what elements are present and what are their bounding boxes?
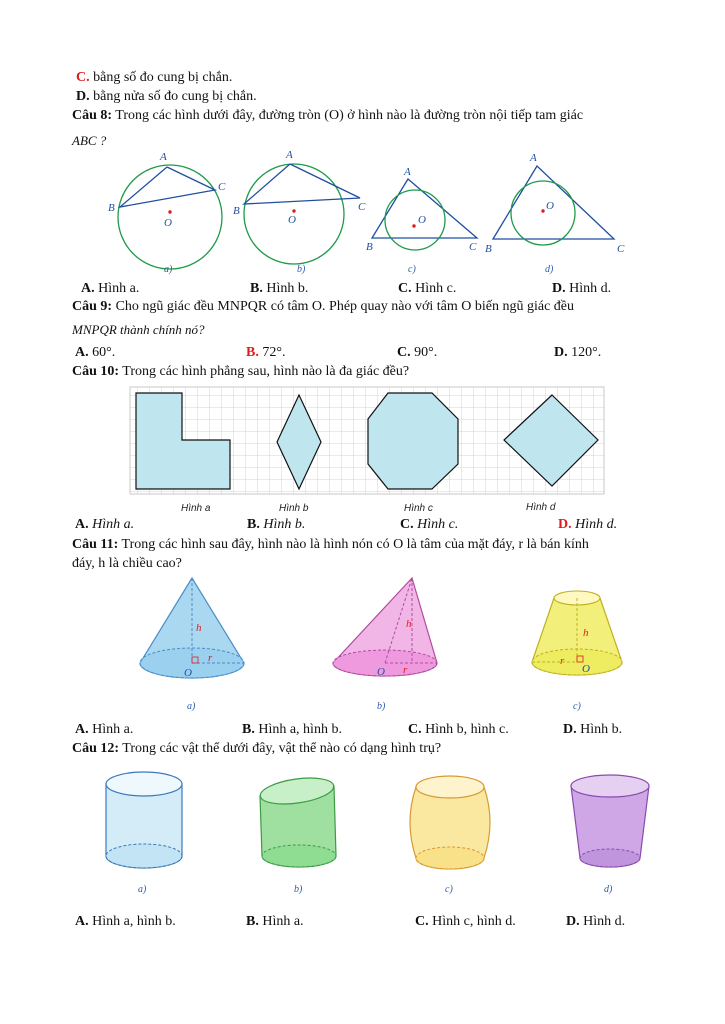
label-r: r: [403, 664, 408, 676]
question-label: Câu 10:: [72, 364, 120, 379]
q12-option-a[interactable]: A. Hình a, hình b.: [75, 914, 176, 929]
shape-c: [368, 393, 458, 489]
question-9-text-cont: MNPQR thành chính nó?: [72, 322, 205, 337]
caption-a: Hình a: [181, 503, 211, 514]
cup-base: [580, 849, 640, 867]
q9-option-a[interactable]: A. 60°.: [75, 345, 116, 360]
question-label: Câu 12:: [72, 741, 120, 756]
label-o: O: [582, 663, 590, 675]
label-b: B: [485, 243, 492, 255]
label-c: C: [218, 181, 226, 193]
option-text: bằng số đo cung bị chắn.: [89, 70, 233, 85]
center-point: [541, 209, 544, 212]
question-text: Trong các hình dưới đây, đường tròn (O) ở hình nào là đường tròn nội tiếp tam giác: [112, 108, 584, 123]
question-text: Trong các hình phẳng sau, hình nào là đa giác đều?: [119, 364, 410, 379]
question-11: [72, 537, 589, 553]
q12-figure-c: [410, 776, 490, 895]
option-letter: C.: [76, 70, 90, 85]
label-c: C: [469, 241, 477, 253]
label-a: A: [530, 152, 537, 164]
label-b: B: [233, 205, 240, 217]
center-point: [168, 210, 171, 213]
q10-grid-figure: [125, 383, 605, 518]
q8-option-b[interactable]: B. Hình b.: [250, 281, 309, 296]
barrel-base: [416, 847, 484, 869]
question-8-text-cont: ABC ?: [72, 133, 107, 148]
q8-option-d[interactable]: D. Hình d.: [552, 281, 612, 296]
option-text: bằng nửa số đo cung bị chắn.: [89, 89, 257, 104]
q11-option-d[interactable]: D. Hình b.: [563, 722, 623, 737]
circle-o: [385, 190, 445, 250]
q12-figures: [0, 772, 725, 902]
q12-figure-d: [571, 775, 649, 895]
label-o: O: [184, 667, 192, 679]
q8-figure-c: [366, 166, 477, 275]
q11-figure-b: [333, 578, 437, 712]
question-11-text-cont: đáy, h là chiều cao?: [72, 556, 182, 571]
label-h: h: [196, 622, 202, 634]
label-o: O: [164, 217, 172, 229]
q12-option-c[interactable]: C. Hình c, hình d.: [415, 914, 516, 929]
question-label: Câu 8:: [72, 108, 113, 123]
q11-option-a[interactable]: A. Hình a.: [75, 722, 134, 737]
caption: d): [604, 884, 613, 895]
caption: a): [138, 884, 147, 895]
q11-figure-c: [532, 591, 622, 712]
option-c-previous: [76, 70, 232, 86]
barrel-top: [416, 776, 484, 798]
q8-figure-a: [108, 151, 226, 275]
caption: c): [573, 701, 581, 712]
caption: a): [187, 701, 196, 712]
cylinder-top: [106, 772, 182, 796]
question-10: [72, 364, 409, 380]
label-b: B: [108, 202, 115, 214]
question-label: Câu 9:: [72, 299, 113, 314]
caption: d): [545, 264, 554, 275]
caption: c): [445, 884, 453, 895]
label-o: O: [288, 214, 296, 226]
center-point: [412, 224, 415, 227]
label-c: C: [358, 201, 366, 213]
question-12: [72, 741, 441, 757]
label-o: O: [377, 666, 385, 678]
caption-b: Hình b: [279, 503, 309, 514]
caption: b): [294, 884, 303, 895]
label-o: O: [546, 200, 554, 212]
caption: a): [164, 264, 173, 275]
q10-option-c[interactable]: C. Hình c.: [400, 517, 459, 532]
question-text: Cho ngũ giác đều MNPQR có tâm O. Phép quay nào với tâm O biến ngũ giác đều: [112, 299, 575, 314]
label-c: C: [617, 243, 625, 255]
caption-d: Hình d: [526, 502, 556, 513]
center-point: [292, 209, 295, 212]
option-letter: D.: [76, 89, 90, 104]
cup-top: [571, 775, 649, 797]
label-a: A: [160, 151, 167, 163]
q12-figure-b: [259, 774, 336, 895]
q8-figure-d: [485, 152, 625, 275]
q11-figure-a: [140, 578, 244, 712]
q9-option-c[interactable]: C. 90°.: [397, 345, 438, 360]
cylinder-base: [262, 845, 336, 867]
q8-option-a[interactable]: A. Hình a.: [81, 281, 140, 296]
question-text: Trong các hình sau đây, hình nào là hình nón có O là tâm của mặt đáy, r là bán kính: [118, 537, 589, 552]
q8-option-c[interactable]: C. Hình c.: [398, 281, 457, 296]
option-d-previous: [76, 89, 257, 105]
triangle-abc: [120, 167, 215, 207]
label-r: r: [208, 652, 213, 664]
question-label: Câu 11:: [72, 537, 119, 552]
q12-option-d[interactable]: D. Hình d.: [566, 914, 626, 929]
caption: b): [377, 701, 386, 712]
caption: b): [297, 264, 306, 275]
question-text: Trong các vật thể dưới đây, vật thể nào có dạng hình trụ?: [119, 741, 442, 756]
question-8: [72, 108, 583, 124]
q10-option-b[interactable]: B. Hình b.: [247, 517, 306, 532]
q12-option-b[interactable]: B. Hình a.: [246, 914, 304, 929]
q11-figures: [0, 572, 725, 717]
q10-option-d[interactable]: D. Hình d.: [558, 517, 618, 532]
question-9: [72, 299, 574, 315]
label-a: A: [404, 166, 411, 178]
label-h: h: [583, 627, 589, 639]
q11-option-b[interactable]: B. Hình a, hình b.: [242, 722, 342, 737]
q8-figure-b: [233, 149, 366, 275]
label-o: O: [418, 214, 426, 226]
cylinder-base: [106, 844, 182, 868]
q10-option-a[interactable]: A. Hình a.: [75, 517, 135, 532]
label-r: r: [560, 655, 565, 667]
caption: c): [408, 264, 416, 275]
q12-figure-a: [106, 772, 182, 895]
q11-option-c[interactable]: C. Hình b, hình c.: [408, 722, 509, 737]
circle-o: [511, 181, 575, 245]
triangle-abc: [244, 164, 360, 204]
q9-option-b[interactable]: B. 72°.: [246, 345, 286, 360]
label-a: A: [286, 149, 293, 161]
label-b: B: [366, 241, 373, 253]
q9-option-d[interactable]: D. 120°.: [554, 345, 602, 360]
label-h: h: [406, 618, 412, 630]
caption-c: Hình c: [404, 503, 433, 514]
